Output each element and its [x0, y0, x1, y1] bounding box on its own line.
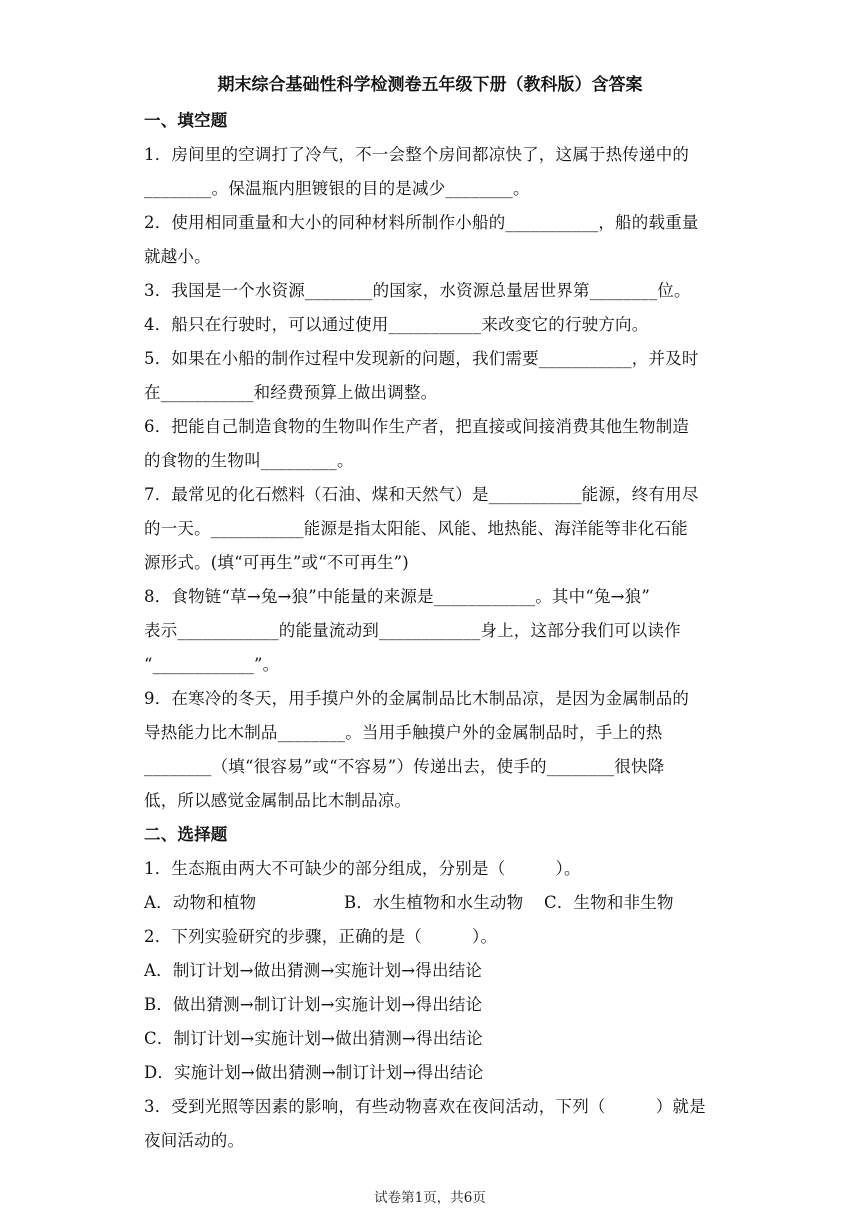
option-a: A．动物和植物	[144, 893, 257, 912]
section-heading-fill: 一、填空题	[144, 111, 228, 130]
option-c: C．制订计划→实施计划→做出猜测→得出结论	[144, 1029, 483, 1048]
question-line: 导热能力比木制品________。当用手触摸户外的金属制品时，手上的热	[144, 723, 663, 742]
question-stem: 2．下列实验研究的步骤，正确的是（ ）。	[144, 927, 498, 946]
question-line: 2．使用相同重量和大小的同种材料所制作小船的___________，船的载重量	[144, 213, 699, 232]
question-line: 在___________和经费预算上做出调整。	[144, 383, 438, 402]
question-line: 的食物的生物叫_________。	[144, 451, 354, 470]
question-line: ________。保温瓶内胆镀银的目的是减少________。	[144, 179, 530, 198]
question-line: ________（填“很容易”或“不容易”）传递出去，使手的________很快降	[144, 757, 665, 776]
question-line: 4．船只在行驶时，可以通过使用___________来改变它的行驶方向。	[144, 315, 649, 334]
question-line: 7．最常见的化石燃料（石油、煤和天然气）是___________能源，终有用尽	[144, 485, 699, 504]
question-line: 9．在寒冷的冬天，用手摸户外的金属制品比木制品凉，是因为金属制品的	[144, 689, 690, 708]
exam-content	[144, 104, 719, 1158]
question-stem: 夜间活动的。	[144, 1131, 245, 1150]
option-b: B．做出猜测→制订计划→实施计划→得出结论	[144, 995, 483, 1014]
section-heading-choice: 二、选择题	[144, 825, 228, 844]
question-line: 5．如果在小船的制作过程中发现新的问题，我们需要___________，并及时	[144, 349, 699, 368]
question-line: 表示____________的能量流动到____________身上，这部分我们可以读作	[144, 621, 681, 640]
option-d: D．实施计划→做出猜测→制订计划→得出结论	[144, 1063, 484, 1082]
question-line: 低，所以感觉金属制品比木制品凉。	[144, 791, 412, 810]
options-row	[144, 886, 719, 920]
question-stem: 1．生态瓶由两大不可缺少的部分组成，分别是（ ）。	[144, 859, 581, 878]
question-stem: 3．受到光照等因素的影响，有些动物喜欢在夜间活动，下列（ ）就是	[144, 1097, 706, 1116]
question-line: 源形式。(填“可再生”或“不可再生”)	[144, 553, 409, 572]
option-b: B．水生植物和水生动物	[344, 893, 524, 912]
question-line: 就越小。	[144, 247, 211, 266]
page-footer: 试卷第1页，共6页	[374, 1190, 486, 1206]
question-line: 1．房间里的空调打了冷气，不一会整个房间都凉快了，这属于热传递中的	[144, 145, 690, 164]
question-line: 6．把能自己制造食物的生物叫作生产者，把直接或间接消费其他生物制造	[144, 417, 690, 436]
question-line: 3．我国是一个水资源________的国家，水资源总量居世界第________位。	[144, 281, 691, 300]
option-a: A．制订计划→做出猜测→实施计划→得出结论	[144, 961, 483, 980]
exam-title: 期末综合基础性科学检测卷五年级下册（教科版）含答案	[217, 75, 643, 95]
question-line: 8．食物链“草→兔→狼”中能量的来源是____________。其中“兔→狼”	[144, 587, 651, 606]
option-c: C．生物和非生物	[544, 893, 674, 912]
question-line: 的一天。___________能源是指太阳能、风能、地热能、海洋能等非化石能	[144, 519, 688, 538]
question-line: “____________”。	[144, 655, 280, 674]
